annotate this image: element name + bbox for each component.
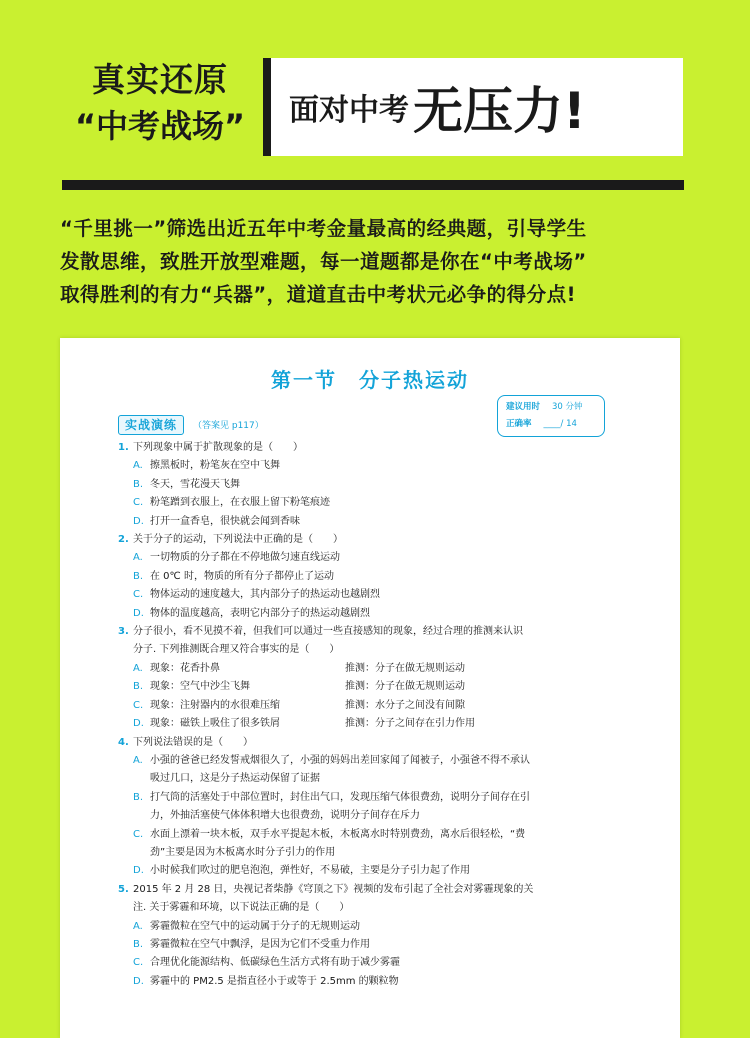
- option-label: D.: [133, 515, 144, 527]
- answer-option: [118, 807, 638, 825]
- question-text: 分子很小，看不见摸不着，但我们可以通过一些直接感知的现象，经过合理的推测来认识: [133, 626, 523, 638]
- question-number: 3.: [118, 626, 129, 638]
- answer-option: [118, 586, 638, 604]
- intro-line: “千里挑一”筛选出近五年中考金量最高的经典题，引导学生: [60, 217, 587, 240]
- divider-rule: [62, 180, 684, 190]
- answer-reference: （答案见 p117）: [193, 421, 264, 431]
- practice-tag: 实战演练: [118, 415, 184, 435]
- option-text: 粉笔蹭到衣服上，在衣服上留下粉笔痕迹: [150, 497, 330, 509]
- option-label: [133, 844, 150, 862]
- answer-option: [118, 549, 638, 567]
- option-label: B.: [133, 938, 144, 950]
- question-text: 分子. 下列推测既合理又符合事实的是（ ）: [133, 644, 340, 656]
- section-number: 第一节: [271, 368, 337, 392]
- option-label: [133, 770, 150, 788]
- option-phenomenon: 现象：磁铁上吸住了很多铁屑: [150, 718, 280, 730]
- answer-option: [118, 789, 638, 807]
- question-stem: [118, 531, 638, 549]
- option-inference: 推测：分子在做无规则运动: [345, 681, 465, 693]
- option-label: D.: [133, 718, 144, 730]
- intro-line: 取得胜利的有力“兵器”，道道直击中考状元必争的得分点!: [60, 283, 577, 306]
- option-text: 小强的爸爸已经发誓戒烟很久了，小强的妈妈出差回家闻了闻被子，小强爸不得不承认: [150, 754, 530, 766]
- option-text: 擦黑板时，粉笔灰在空中飞舞: [150, 460, 280, 472]
- option-inference: 推测：分子在做无规则运动: [345, 662, 465, 674]
- option-inference: 推测：分子之间存在引力作用: [345, 718, 475, 730]
- section-title: 分子热运动: [359, 368, 469, 392]
- question-number: 5.: [118, 883, 129, 895]
- time-accuracy-box: [497, 395, 605, 437]
- answer-option: [118, 844, 638, 862]
- option-text: 冬天，雪花漫天飞舞: [150, 478, 240, 490]
- option-label: C.: [133, 699, 144, 711]
- option-label: B.: [133, 478, 144, 490]
- banner-left-line1: 真实还原: [92, 60, 228, 99]
- option-label: A.: [133, 552, 143, 564]
- question-number: 1.: [118, 442, 129, 453]
- option-label: B.: [133, 570, 144, 582]
- question-text: 2015 年 2 月 28 日，央视记者柴静《穹顶之下》视频的发布引起了全社会对雾霾现象的关: [133, 883, 534, 895]
- time-value: 30 分钟: [552, 402, 583, 412]
- question-stem: [118, 899, 638, 917]
- option-text: 在 0℃ 时，物质的所有分子都停止了运动: [150, 570, 334, 582]
- answer-option: [118, 954, 638, 972]
- page-title: [60, 364, 680, 393]
- answer-option: [118, 770, 638, 788]
- question-number: [118, 899, 133, 917]
- answer-option: [118, 826, 638, 844]
- option-label: D.: [133, 975, 144, 987]
- question-stem: [118, 641, 638, 659]
- answer-option: [118, 457, 638, 475]
- banner-slogan-part1: 面对中考: [289, 93, 409, 128]
- answer-option: [118, 973, 638, 991]
- option-label: A.: [133, 754, 143, 766]
- option-text: 雾霾微粒在空气中飘浮，是因为它们不受重力作用: [150, 938, 370, 950]
- option-text: 一切物质的分子都在不停地做匀速直线运动: [150, 552, 340, 564]
- answer-option: [118, 605, 638, 623]
- option-text: 打开一盒香皂，很快就会闻到香味: [150, 515, 300, 527]
- option-text: 小时候我们吹过的肥皂泡泡，弹性好，不易破，主要是分子引力起了作用: [150, 865, 470, 877]
- question-stem: [118, 881, 638, 899]
- intro-paragraph: [60, 212, 700, 311]
- answer-option: [118, 494, 638, 512]
- question-number: 2.: [118, 534, 129, 546]
- option-text: 吸过几口，这是分子热运动保留了证据: [150, 773, 320, 785]
- option-phenomenon: 现象：注射器内的水很难压缩: [150, 699, 280, 711]
- question-list: [118, 439, 638, 991]
- question-stem: [118, 439, 638, 457]
- question-text: 下列说法错误的是（ ）: [133, 736, 253, 748]
- option-text: 雾霾中的 PM2.5 是指直径小于或等于 2.5mm 的颗粒物: [150, 975, 399, 987]
- option-label: C.: [133, 589, 144, 601]
- question-text: 关于分子的运动，下列说法中正确的是（ ）: [133, 534, 343, 546]
- option-text: 物体运动的速度越大，其内部分子的热运动也越剧烈: [150, 589, 380, 601]
- option-label: A.: [133, 460, 143, 472]
- option-label: A.: [133, 662, 143, 674]
- answer-option: [118, 476, 638, 494]
- question-number: [118, 641, 133, 659]
- option-label: C.: [133, 957, 144, 969]
- option-label: B.: [133, 681, 144, 693]
- accuracy-label: 正确率: [506, 419, 532, 429]
- intro-line: 发散思维，致胜开放型难题，每一道题都是你在“中考战场”: [60, 250, 587, 273]
- banner-left-line2: “中考战场”: [74, 107, 246, 145]
- option-text: 雾霾微粒在空气中的运动属于分子的无规则运动: [150, 920, 360, 932]
- answer-option: [118, 918, 638, 936]
- answer-option: [118, 862, 638, 880]
- accuracy-value: ____/ 14: [543, 419, 577, 429]
- answer-option: [118, 715, 638, 733]
- option-label: C.: [133, 497, 144, 509]
- option-label: D.: [133, 865, 144, 877]
- answer-option: [118, 697, 638, 715]
- answer-option: [118, 936, 638, 954]
- question-number: 4.: [118, 736, 129, 748]
- option-text: 物体的温度越高，表明它内部分子的热运动越剧烈: [150, 607, 370, 619]
- option-text: 打气筒的活塞处于中部位置时，封住出气口，发现压缩气体很费劲，说明分子间存在引: [150, 791, 530, 803]
- option-phenomenon: 现象：花香扑鼻: [150, 662, 220, 674]
- option-inference: 推测：水分子之间没有间隙: [345, 699, 465, 711]
- answer-option: [118, 660, 638, 678]
- option-label: C.: [133, 828, 144, 840]
- banner-left: [60, 58, 260, 150]
- option-label: A.: [133, 920, 143, 932]
- option-label: [133, 807, 150, 825]
- question-stem: [118, 734, 638, 752]
- sample-page: [60, 338, 680, 1038]
- question-text: 下列现象中属于扩散现象的是（ ）: [133, 442, 303, 453]
- banner-slogan-box: [263, 58, 683, 156]
- option-text: 力，外抽活塞使气体体积增大也很费劲，说明分子间存在斥力: [150, 810, 420, 822]
- question-text: 注. 关于雾霾和环境，以下说法正确的是（ ）: [133, 902, 350, 914]
- banner-slogan-part2: 无压力!: [413, 82, 586, 140]
- option-text: 合理优化能源结构、低碳绿色生活方式将有助于减少雾霾: [150, 957, 400, 969]
- option-text: 水面上漂着一块木板，双手水平提起木板，木板离水时特别费劲，离水后很轻松，“费: [150, 828, 526, 840]
- answer-option: [118, 568, 638, 586]
- answer-option: [118, 513, 638, 531]
- option-label: B.: [133, 791, 144, 803]
- option-text: 劲”主要是因为木板离水时分子引力的作用: [150, 846, 336, 858]
- option-phenomenon: 现象：空气中沙尘飞舞: [150, 681, 250, 693]
- time-label: 建议用时: [506, 402, 541, 412]
- option-label: D.: [133, 607, 144, 619]
- answer-option: [118, 752, 638, 770]
- question-stem: [118, 623, 638, 641]
- answer-option: [118, 678, 638, 696]
